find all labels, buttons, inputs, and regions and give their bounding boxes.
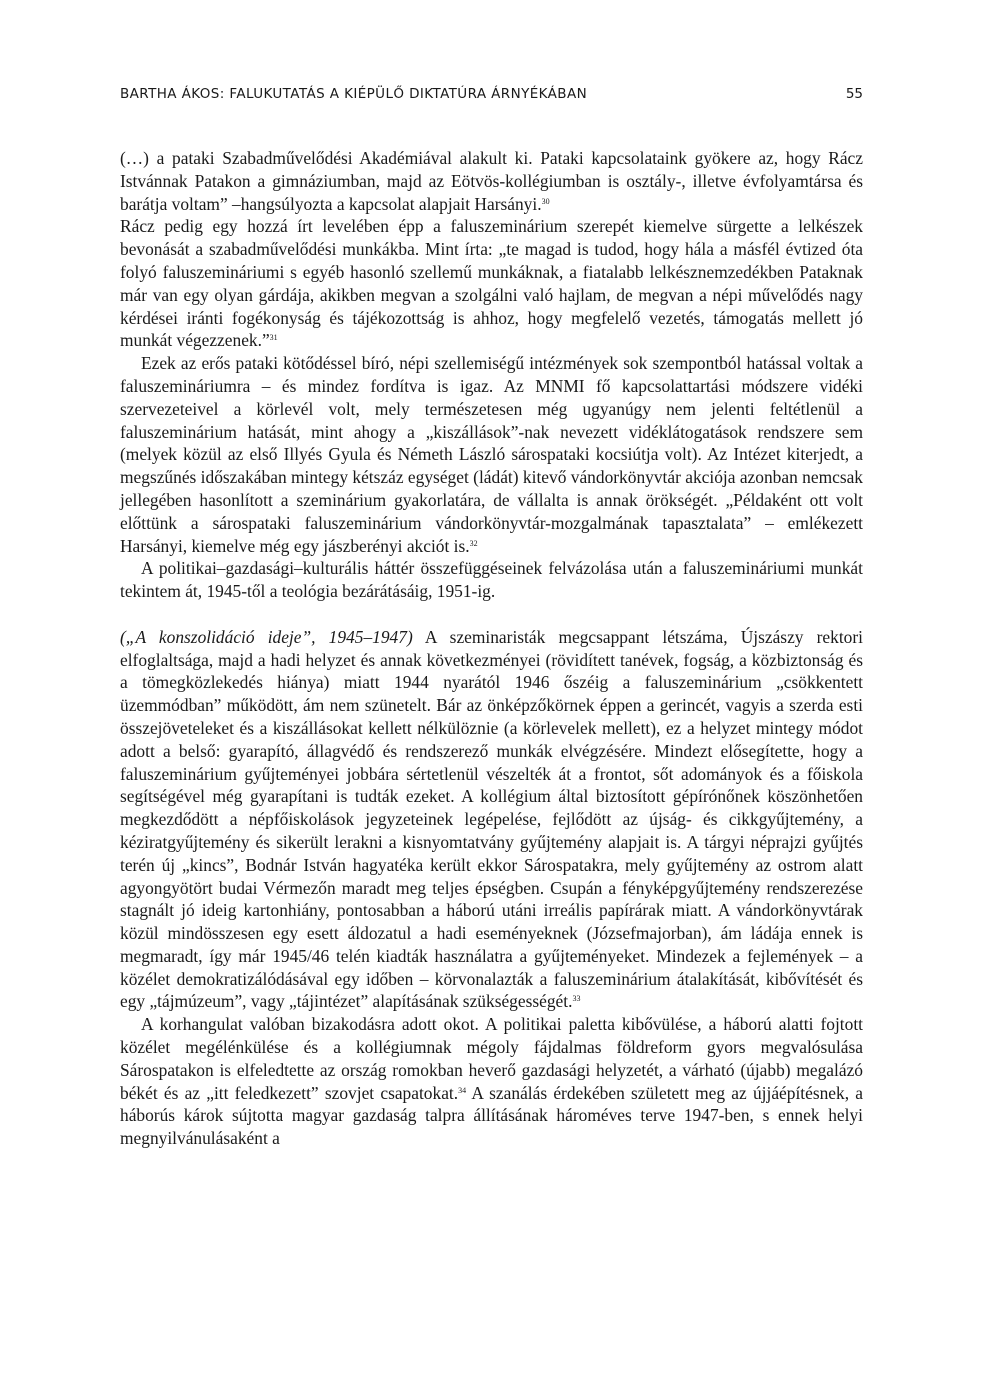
running-title: BARTHA ÁKOS: FALUKUTATÁS A KIÉPÜLŐ DIKTATÚRA ÁRNYÉKÁBAN (120, 86, 588, 102)
paragraph: A politikai–gazdasági–kulturális háttér összefüggéseinek felvázolása után a faluszemináriumi munkát tekintem át, 1945-től a teológia bezárátásáig, 1951-ig. (120, 558, 863, 602)
paragraph: Ezek az erős pataki kötődéssel bíró, népi szellemiségű intézmények sok szempontból hatással voltak a faluszemináriumra – és mindez fordítva is igaz. Az MNMI fő kapcsolattartási módszere vidéki szervezeteivel a körlevél volt, mely természetesen még ugyanúgy nem jelenti feltétlenül a faluszeminárium hatását, mint ahogy a „kiszállások”-nak nevezett vidéklátogatások rendszere sem (melyek közül az első Illyés Gyula és Németh László sárospataki kocsiútja volt). Az Intézet kiterjedt, a megszűnés időszakában mintegy kétszáz egységet (ládát) kitevő vándorkönyvtár akciója azonban nemcsak jellegében hasonlított a szeminárium gyakorlatára, de vállalta is annak örökségét. „Példaként ott volt előttünk a sárospataki faluszeminárium vándorkönyvtár-mozgalmának tapasztalata” – emlékezett Harsányi, kiemelve még egy jászberényi akciót is.$^{32}$ (120, 353, 863, 556)
section-paragraph: („A konszolidáció ideje”, 1945–1947) A szeminaristák megcsappant létszáma, Újszászy rektori elfoglaltsága, majd a hadi helyzet és annak következményei (rövidített tanévek, fogság, a közbiztonság és a tömegközlekedés hiánya) miatt 1944 nyarától 1946 őszéig a faluszeminárium „csökkentett üzemmódban” működött, ám nem szünetelt. Bár az önképzőkörnek éppen a gerincét, vagyis a szerda esti összejöveteleket és a kiszállásokat kellett nélkülöznie (a körlevelek mellett), ez a helyzet mintegy módot adott a belső: gyarapító, állagvédő és rendszerező munkák elvégzésére. Mindezt elősegítette, hogy a faluszeminárium gyűjteményei jobbára sértetlenül vészelték át a frontot, sőt adományok és a főiskola segítségével még gyarapítani is tudták ezeket. A kollégium által biztosított gépírónőnek köszönhetően megkezdődött a népfőiskolások jegyzeteinek legépelése, fejlődött az újság- és cikkgyűjtemény, a kéziratgyűjtemény és sikerült lerakni a kisnyomtatvány gyűjtemény alapjait is. A tárgyi néprajzi gyűjtés terén új „kincs”, Bodnár István hagyatéka került ekkor Sárospatakra, mely gyűjtemény az ostrom alatt agyongyötört budai Vérmezőn maradt meg teljes épségben. Csupán a fényképgyűjtemény rendszerezése stagnált jó ideig kartonhiány, pontosabban a háború utáni irreális papírárak miatt. A vándorkönyvtárak közül mindösszesen egy esett áldozatul a hadi eseményeknek (Józsefmajorban), ám ládája ennek is megmaradt, így már 1945/46 telén kiadták használatra a gyűjteményeket. Mindezek a fejlemények – a közélet demokratizálódásával egy időben – körvonalazták a faluszeminárium átalakítását, kibővítését és egy „tájmúzeum”, vagy „tájintézet” alapításának szükségességét.$^{33}$ (120, 626, 863, 1012)
footnote-ref: 32 (469, 538, 478, 548)
paragraph: (…) a pataki Szabadművelődési Akadémiával alakult ki. Pataki kapcsolataink gyökere az, hogy Rácz Istvánnak Patakon a gimnáziumban, majd az Eötvös-kollégiumban is osztály-, illetve évfolyamtársa és barátja voltam” –hangsúlyozta a kapcsolat alapjait Harsányi.$^{30}$ (120, 148, 863, 214)
footnote-ref: 33 (572, 994, 581, 1004)
running-header (120, 86, 863, 102)
footnote-ref: 30 (541, 196, 550, 206)
body-text (120, 147, 863, 1150)
page-number: 55 (845, 86, 863, 102)
footnote-ref: 31 (269, 333, 278, 343)
paragraph: Rácz pedig egy hozzá írt levelében épp a faluszeminárium szerepét kiemelve sürgette a lelkészek bevonását a szabadművelődési munkákba. Mint írta: „te magad is tudod, hogy hála a másfél évtized óta folyó faluszemináriumi s egyéb hasonló szellemű munkáknak, a fiatalabb lelkésznemzedékben Pataknak már van egy olyan gárdája, akikben megvan a szolgálni való hajlam, de megvan a népi művelődés nagy kérdései iránti fogékonyság és tájékozottság is ahhoz, hogy megfelelő vezetés, támogatás mellett jó munkát végezzenek.”$^{31}$ (120, 216, 863, 351)
footnote-ref: 34 (458, 1085, 467, 1095)
section-lead: („A konszolidáció ideje”, 1945–1947) (120, 626, 413, 647)
paragraph: A korhangulat valóban bizakodásra adott okot. A politikai paletta kibővülése, a háború alatti fojtott közélet megélénkülése és a kollégiumnak mégoly fájdalmas földreform gyors megvalósulása Sárospatakon is elfeledtette az ország romokban heverő gazdasági helyzetét, a várható (újabb) megalázó békét és az „itt feledkezett” szovjet csapatokat.$^{34}$ A szanálás érdekében született meg az újjáépítésnek, a háborús károk sújtotta magyar gazdaság talpra állításának hároméves terve 1947-ben, s ennek helyi megnyilvánulásaként a (120, 1014, 863, 1149)
